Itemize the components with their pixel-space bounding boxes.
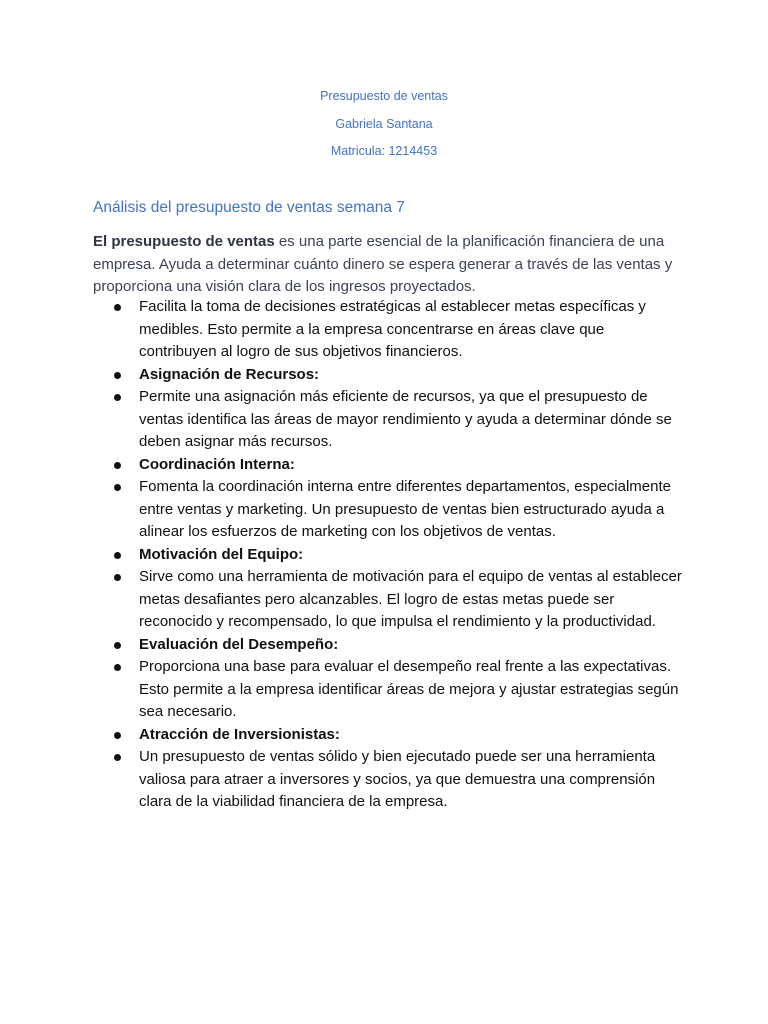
list-item-text: Permite una asignación más eficiente de recursos, ya que el presupuesto de ventas identifica las áreas de mayor rendimiento y ayuda a determinar dónde se deben asignar más recursos. <box>139 388 672 450</box>
intro-bold-lead: El presupuesto de ventas <box>93 233 275 250</box>
list-item-text: Motivación del Equipo: <box>139 545 304 563</box>
bullet-icon <box>114 462 121 469</box>
list-item-text: Coordinación Interna: <box>139 455 295 473</box>
list-item-text: Fomenta la coordinación interna entre diferentes departamentos, especialmente entre ventas y marketing. Un presupuesto de ventas bien estructurado ayuda a alinear los esfuerzos de marketing con los objetivos de ventas. <box>139 478 671 540</box>
bullet-icon <box>114 484 121 491</box>
list-item-text: Facilita la toma de decisiones estratégicas al establecer metas específicas y medibles. Esto permite a la empresa concentrarse en áreas clave que contribuyen al logro de sus objetivos financieros. <box>139 298 646 360</box>
list-item <box>112 296 682 364</box>
bullet-icon <box>114 732 121 739</box>
list-item <box>112 634 682 657</box>
list-item-text: Sirve como una herramienta de motivación para el equipo de ventas al establecer metas desafiantes pero alcanzables. El logro de estas metas puede ser reconocido y recompensado, lo que impulsa el rendimiento y la productividad. <box>139 568 682 630</box>
list-item-text: Atracción de Inversionistas: <box>139 725 340 743</box>
document-title: Presupuesto de ventas <box>320 89 448 103</box>
section-heading: Análisis del presupuesto de ventas semana 7 <box>93 199 405 216</box>
bullet-icon <box>114 372 121 379</box>
intro-rest: es una parte esencial de la planificación financiera de una empresa. Ayuda a determinar cuánto dinero se espera generar a través de las ventas y proporciona una visión clara de los ingresos proyectados. <box>93 233 673 295</box>
student-id: Matricula: 1214453 <box>330 144 438 158</box>
list-item <box>112 544 682 567</box>
bullet-icon <box>114 574 121 581</box>
list-item-text: Asignación de Recursos: <box>139 365 320 383</box>
list-item-text: Evaluación del Desempeño: <box>139 635 339 653</box>
list-item <box>112 746 682 814</box>
intro-paragraph <box>93 231 693 299</box>
list-item <box>112 386 682 454</box>
list-item <box>112 656 682 724</box>
list-item-text: Proporciona una base para evaluar el desempeño real frente a las expectativas. Esto permite a la empresa identificar áreas de mejora y ajustar estrategias según sea necesario. <box>139 658 679 720</box>
list-item <box>112 364 682 387</box>
list-item-text: Un presupuesto de ventas sólido y bien ejecutado puede ser una herramienta valiosa para atraer a inversores y socios, ya que demuestra una comprensión clara de la viabilidad financiera de la empresa. <box>139 748 656 810</box>
bullet-icon <box>114 394 121 401</box>
bullet-icon <box>114 754 121 761</box>
list-item <box>112 724 682 747</box>
author-name: Gabriela Santana <box>335 117 433 131</box>
list-item <box>112 476 682 544</box>
list-item <box>112 566 682 634</box>
bullet-icon <box>114 304 121 311</box>
bullet-list <box>112 296 682 814</box>
bullet-icon <box>114 664 121 671</box>
list-item <box>112 454 682 477</box>
bullet-icon <box>114 642 121 649</box>
bullet-icon <box>114 552 121 559</box>
